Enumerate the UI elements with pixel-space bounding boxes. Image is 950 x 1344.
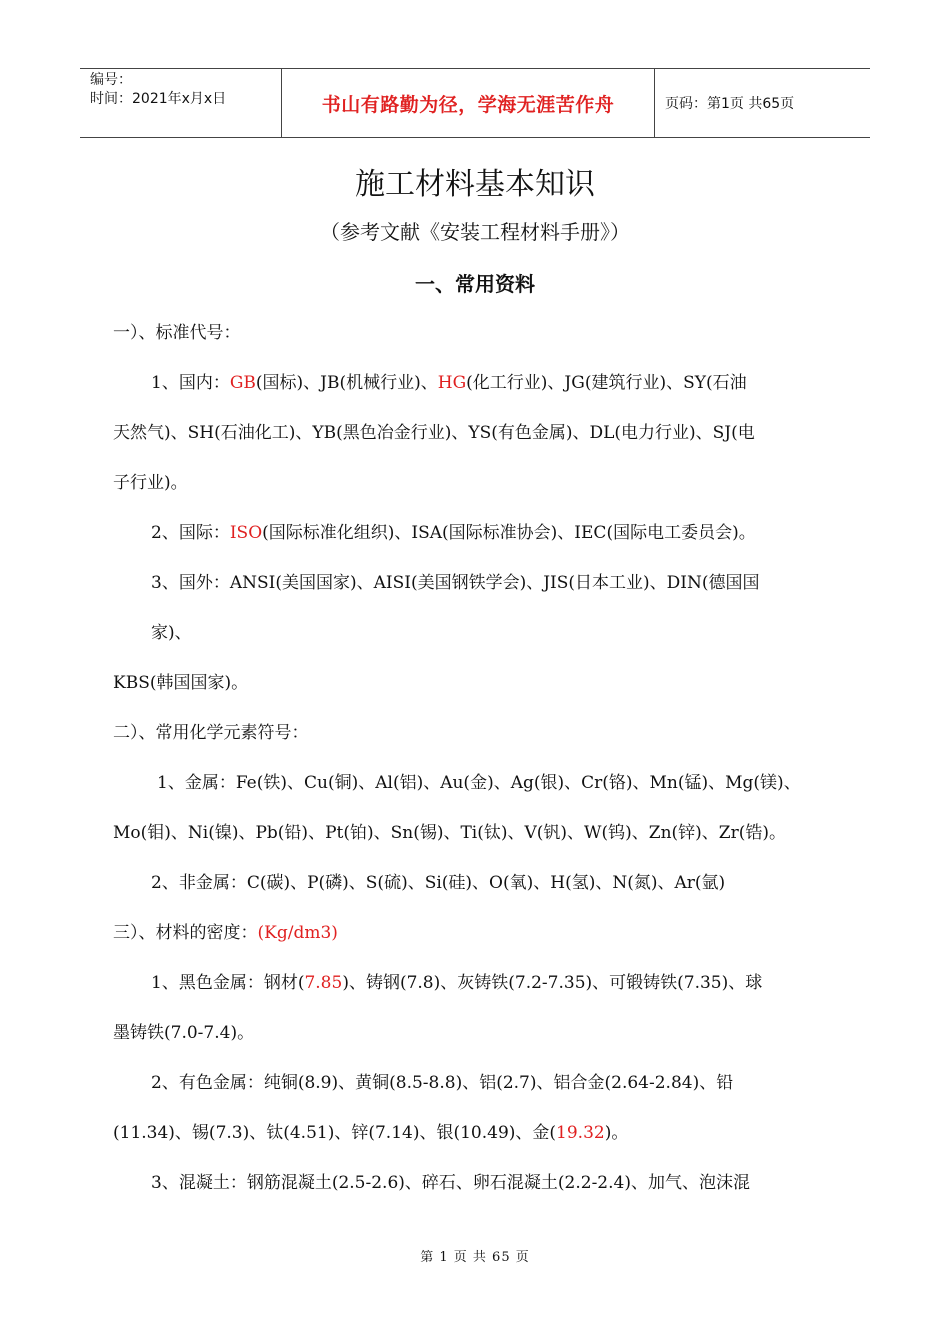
document-title: 施工材料基本知识	[355, 167, 595, 202]
section-heading: 一、常用资料	[415, 272, 535, 296]
header-meta-cell	[80, 69, 282, 137]
paragraph-line: (11.34)、锡(7.3)、钛(4.51)、锌(7.14)、银(10.49)、金(19.32)。	[113, 1123, 629, 1143]
paragraph-line: 天然气)、SH(石油化工)、YB(黑色冶金行业)、YS(有色金属)、DL(电力行业)、SJ(电	[113, 423, 755, 443]
paragraph-non-metals: 2、非金属：C(碳)、P(磷)、S(硫)、Si(硅)、O(氧)、H(氢)、N(氮)、Ar(氩)	[151, 873, 726, 893]
paragraph-foreign-standards: 3、国外：ANSI(美国国家)、AISI(美国钢铁学会)、JIS(日本工业)、DIN(德国国	[151, 573, 760, 593]
paragraph-nonferrous-metals: 2、有色金属：纯铜(8.9)、黄铜(8.5-8.8)、铝(2.7)、铝合金(2.64-2.84)、铅	[151, 1073, 734, 1093]
paragraph-ferrous-metals: 1、黑色金属：钢材(7.85)、铸钢(7.8)、灰铸铁(7.2-7.35)、可锻铸铁(7.35)、球	[151, 973, 763, 993]
highlight-gold-density: 19.32	[556, 1123, 605, 1143]
header-motto: 书山有路勤为径，学海无涯苦作舟	[282, 69, 655, 137]
heading-chemical-symbols: 二）、常用化学元素符号：	[113, 723, 309, 743]
density-unit: (Kg/dm3)	[257, 923, 338, 943]
header-table	[80, 68, 870, 138]
paragraph-domestic-standards: 1、国内：GB(国标)、JB(机械行业)、HG(化工行业)、JG(建筑行业)、SY(石油	[151, 373, 747, 393]
paragraph-line: 家)、	[151, 623, 192, 643]
paragraph-line: KBS(韩国国家)。	[113, 673, 249, 693]
paragraph-line: Mo(钼)、Ni(镍)、Pb(铅)、Pt(铂)、Sn(锡)、Ti(钛)、V(钒)、W(钨)、Zn(锌)、Zr(锆)。	[113, 823, 787, 843]
highlight-hg: HG	[437, 373, 467, 393]
highlight-iso: ISO	[229, 523, 263, 543]
highlight-steel-density: 7.85	[304, 973, 343, 993]
paragraph-international-standards: 2、国际：ISO(国际标准化组织)、ISA(国际标准协会)、IEC(国际电工委员会)。	[151, 523, 756, 543]
document-subtitle: （参考文献《安装工程材料手册》）	[320, 220, 630, 244]
number-label: 编号：	[90, 72, 132, 88]
heading-standard-codes: 一）、标准代号：	[113, 323, 241, 343]
time-label: 时间：2021年x月x日	[90, 91, 227, 107]
paragraph-line: 子行业)。	[113, 473, 188, 493]
paragraph-metals: 1、金属：Fe(铁)、Cu(铜)、Al(铝)、Au(金)、Ag(银)、Cr(铬)、Mn(锰)、Mg(镁)、	[157, 773, 801, 793]
heading-material-density: 三）、材料的密度：(Kg/dm3)	[113, 923, 338, 943]
highlight-gb: GB	[229, 373, 256, 393]
header-page-info: 页码：第1页 共65页	[665, 96, 795, 112]
paragraph-concrete: 3、混凝土：钢筋混凝土(2.5-2.6)、碎石、卵石混凝土(2.2-2.4)、加气、泡沫混	[151, 1173, 750, 1193]
page-footer: 第 1 页 共 65 页	[420, 1250, 530, 1265]
document-body	[113, 318, 838, 1218]
paragraph-line: 墨铸铁(7.0-7.4)。	[113, 1023, 255, 1043]
